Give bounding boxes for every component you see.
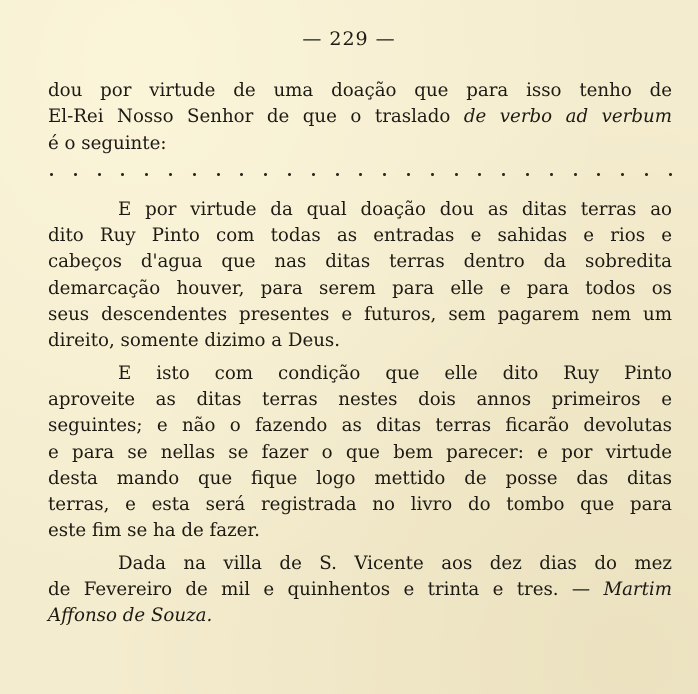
text-line: seus descendentes presentes e futuros, sem pagarem nem um (48, 304, 672, 326)
italic-phrase: de verbo ad verbum (463, 106, 672, 128)
text-span: El-Rei Nosso Senhor de que o traslado (48, 106, 451, 128)
text-line: seguintes; e não o fazendo as ditas terras ficarão devolutas (48, 415, 672, 437)
paragraph-1 (48, 78, 672, 157)
text-line: direito, somente dizimo a Deus. (48, 330, 341, 352)
paragraph-4 (48, 551, 672, 630)
text-line: aproveite as ditas terras nestes dois annos primeiros e (48, 388, 672, 410)
text-line: Dada na villa de S. Vicente aos dez dias do mez (118, 552, 672, 574)
text-line: E isto com condição que elle dito Ruy Pinto (118, 362, 672, 384)
ellipsis-dots (48, 161, 672, 187)
text-line: terras, e esta será registrada no livro do tombo que para (48, 494, 672, 516)
text-line (48, 104, 672, 130)
text-line: dito Ruy Pinto com todas as entradas e sahidas e rios e (48, 225, 672, 247)
text-line: desta mando que fique logo mettido de posse das ditas (48, 467, 672, 489)
page-number: — 229 — (302, 28, 396, 50)
page-text (48, 78, 672, 630)
signature-second-name: Affonso (48, 605, 117, 627)
text-line (48, 577, 672, 603)
paragraph-3 (48, 361, 672, 545)
text-span: de Fevereiro de mil e quinhentos e trinta e tres. — (48, 579, 591, 601)
text-line: é o seguinte: (48, 132, 167, 154)
signature-surname: de Souza. (122, 605, 213, 627)
text-line (48, 603, 672, 629)
text-line: este fim se ha de fazer. (48, 520, 260, 542)
text-line: E por virtude da qual doação dou as ditas terras ao (118, 198, 672, 220)
paragraph-2 (48, 197, 672, 355)
text-line: cabeços d'agua que nas ditas terras dentro da sobredita (48, 251, 672, 273)
signature-first-name: Martim (603, 579, 672, 601)
text-line: dou por virtude de uma doação que para isso tenho de (48, 80, 672, 101)
text-line: demarcação houver, para serem para elle e para todos os (48, 277, 672, 299)
text-line: e para se nellas se fazer o que bem parecer: e por virtude (48, 441, 672, 463)
